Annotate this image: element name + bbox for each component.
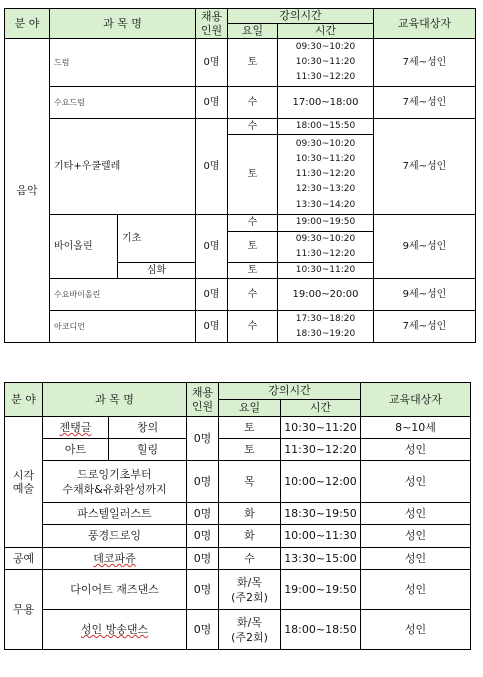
drawing-count: 0명 — [187, 461, 219, 503]
violin-time-sat-adv: 10:30~11:20 — [278, 263, 374, 279]
landscape-time: 10:00~11:30 — [281, 525, 361, 548]
course-landscape-drawing: 풍경드로잉 — [43, 525, 187, 548]
drum-day: 토 — [228, 39, 278, 87]
course-drawing: 드로잉기초부터 수채화&유화완성까지 — [43, 461, 187, 503]
healing-day: 토 — [219, 439, 281, 461]
healing-time: 11:30~12:20 — [281, 439, 361, 461]
drum-count: 0명 — [196, 39, 228, 87]
header-target: 교육대상자 — [374, 9, 476, 39]
course-healing: 힐링 — [109, 439, 187, 461]
wed-violin-day: 수 — [228, 279, 278, 311]
creative-day: 토 — [219, 417, 281, 439]
course-accordion: 아코디언 — [50, 311, 196, 343]
violin-time-wed: 19:00~19:50 — [278, 215, 374, 231]
field-dance: 무용 — [5, 570, 43, 650]
field-craft: 공예 — [5, 548, 43, 570]
diet-day: 화/목 (주2회) — [219, 570, 281, 610]
landscape-day: 화 — [219, 525, 281, 548]
header-recruit: 채용 인원 — [196, 9, 228, 39]
pastel-day: 화 — [219, 503, 281, 525]
wed-violin-time: 19:00~20:00 — [278, 279, 374, 311]
header2-target: 교육대상자 — [361, 383, 471, 417]
header-time: 시간 — [278, 24, 374, 39]
header-subject: 과 목 명 — [50, 9, 196, 39]
header2-time: 시간 — [281, 400, 361, 417]
pastel-time: 18:30~19:50 — [281, 503, 361, 525]
accordion-day: 수 — [228, 311, 278, 343]
guitar-target: 7세~성인 — [374, 119, 476, 215]
header2-field: 분 야 — [5, 383, 43, 417]
course-decoupage: 데코파쥬 — [43, 548, 187, 570]
guitar-time-wed: 18:00~15:50 — [278, 119, 374, 135]
violin-target: 9세~성인 — [374, 215, 476, 279]
violin-count: 0명 — [196, 215, 228, 279]
course-drum: 드럼 — [50, 39, 196, 87]
field-music: 음악 — [5, 39, 50, 343]
pastel-target: 성인 — [361, 503, 471, 525]
wed-violin-count: 0명 — [196, 279, 228, 311]
broadcast-time: 18:00~18:50 — [281, 610, 361, 650]
course-wed-drum: 수요드럼 — [50, 87, 196, 119]
creative-target: 8~10세 — [361, 417, 471, 439]
guitar-times-sat: 09:30~10:20 10:30~11:20 11:30~12:20 12:30~13:20 13:30~14:20 — [278, 135, 374, 215]
diet-time: 19:00~19:50 — [281, 570, 361, 610]
healing-target: 성인 — [361, 439, 471, 461]
wed-drum-count: 0명 — [196, 87, 228, 119]
broadcast-day: 화/목 (주2회) — [219, 610, 281, 650]
header2-day: 요일 — [219, 400, 281, 417]
header2-subject: 과 목 명 — [43, 383, 187, 417]
diet-count: 0명 — [187, 570, 219, 610]
drum-target: 7세~성인 — [374, 39, 476, 87]
accordion-target: 7세~성인 — [374, 311, 476, 343]
broadcast-target: 성인 — [361, 610, 471, 650]
header2-recruit: 채용 인원 — [187, 383, 219, 417]
decoupage-time: 13:30~15:00 — [281, 548, 361, 570]
pastel-count: 0명 — [187, 503, 219, 525]
guitar-day-sat: 토 — [228, 135, 278, 215]
guitar-day-wed: 수 — [228, 119, 278, 135]
music-schedule-table — [4, 8, 476, 343]
decoupage-day: 수 — [219, 548, 281, 570]
wed-drum-day: 수 — [228, 87, 278, 119]
course-art: 아트 — [43, 439, 109, 461]
violin-times-sat: 09:30~10:20 11:30~12:20 — [278, 231, 374, 263]
broadcast-count: 0명 — [187, 610, 219, 650]
creative-time: 10:30~11:20 — [281, 417, 361, 439]
header-lecture-time: 강의시간 — [228, 9, 374, 24]
art-dance-schedule-table — [4, 382, 471, 650]
guitar-count: 0명 — [196, 119, 228, 215]
course-guitar-ukulele: 기타+우쿨렐레 — [50, 119, 196, 215]
violin-day-wed: 수 — [228, 215, 278, 231]
drawing-target: 성인 — [361, 461, 471, 503]
landscape-count: 0명 — [187, 525, 219, 548]
course-diet-jazz-dance: 다이어트 재즈댄스 — [43, 570, 187, 610]
zentangle-count: 0명 — [187, 417, 219, 461]
wed-violin-target: 9세~성인 — [374, 279, 476, 311]
course-creative: 창의 — [109, 417, 187, 439]
course-zentangle: 젠탱글 — [43, 417, 109, 439]
wed-drum-time: 17:00~18:00 — [278, 87, 374, 119]
course-wed-violin: 수요바이올린 — [50, 279, 196, 311]
accordion-count: 0명 — [196, 311, 228, 343]
accordion-times: 17:30~18:20 18:30~19:20 — [278, 311, 374, 343]
violin-day-sat: 토 — [228, 231, 278, 263]
violin-day-sat-adv: 토 — [228, 263, 278, 279]
drawing-day: 목 — [219, 461, 281, 503]
drum-times: 09:30~10:20 10:30~11:20 11:30~12:20 — [278, 39, 374, 87]
drawing-time: 10:00~12:00 — [281, 461, 361, 503]
header2-lecture-time: 강의시간 — [219, 383, 361, 400]
course-pastel-illust: 파스텔일러스트 — [43, 503, 187, 525]
decoupage-count: 0명 — [187, 548, 219, 570]
course-adult-broadcast-dance: 성인 방송댄스 — [43, 610, 187, 650]
wed-drum-target: 7세~성인 — [374, 87, 476, 119]
field-visual-art: 시각 예술 — [5, 417, 43, 548]
decoupage-target: 성인 — [361, 548, 471, 570]
landscape-target: 성인 — [361, 525, 471, 548]
header-field: 분 야 — [5, 9, 50, 39]
diet-target: 성인 — [361, 570, 471, 610]
course-violin: 바이올린 — [50, 215, 118, 279]
violin-advanced: 심화 — [118, 263, 196, 279]
header-day: 요일 — [228, 24, 278, 39]
violin-basic: 기초 — [118, 215, 196, 263]
